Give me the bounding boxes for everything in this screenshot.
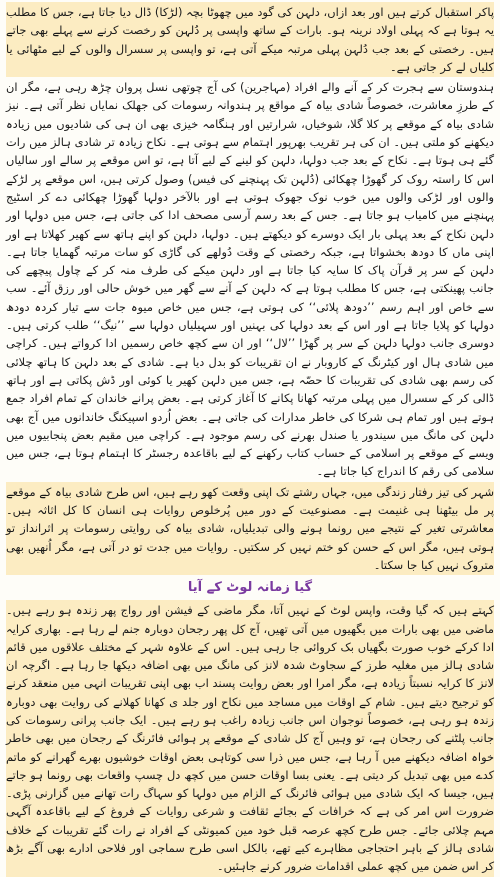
paragraph-2: ہندوستان سے ہجرت کر کے آنے والے افراد (مہاجرین) کی آج چوتھی نسل پروان چڑھ رہی ہے، مگر ان کے طرزِ معاشرت، خصوصاً شادی بیاہ کے مواقع پر ہندوانہ رسومات کی جھلک نمایاں نظر آتی ہے۔ نیز شادی بیاہ کے موقعے پر کلا گلا، شوخیاں، شرارتیں اور ہنگامہ خیزی بھی ان ہی کی شادیوں میں زیادہ دیکھنے کو ملتی ہیں۔ ان کی ہر تقریب بھرپور اہتمام سے ہوتی ہے۔ نکاح زیادہ تر شادی ہالز میں رات گئے ہی ہوتا ہے۔ نکاح کے بعد جب دولہا، دلہن کو لینے کے لیے آتا ہے، تو اس موقعے پر سالے اور سالیاں اس کا راستہ روک کر گھوڑا چھکائی (دُلہن تک پہنچنے کی فیس) وصول کرتی ہیں، اس موقعے پر لڑکے والوں اور لڑکی والوں میں خوب نوک جھوک ہوتی ہے اور بالآخر دولہا گھوڑا چھکائی دے کر اسٹیج پہنچنے میں کامیاب ہو جاتا ہے۔ جس کے بعد رسم آرسی مصحف ادا کی جاتی ہے، جس میں دولہا اور دلہن نکاح کے بعد پہلی بار ایک دوسرے کو دیکھتے ہیں۔ دولہا، دلہن کو اپنے ہاتھ سے کھیر کھلاتا ہے اور اپنی ماں کا دودھ بخشواتا ہے، جبکہ رخصتی کے وقت دُولھے کی گاڑی کو سات مرتبہ گھمایا جاتا ہے۔ دلہن کے سر پر قرآن پاک کا سایہ کیا جاتا ہے اور دلہن میکے کی طرف منہ کر کے چاول پیچھے کی جانب پھینکتی ہے، جس کا مطلب ہوتا ہے کہ دلہن کے آنے سے گھر میں خوش حالی اور رزق آئے۔ سب سے خاص اور اہم رسم ’’دودھ پلائی‘‘ کی ہوتی ہے، جس میں خاص میوہ جات سے تیار کردہ دودھ دولہا کو پلایا جاتا ہے اور اس کے بعد دولہا کی بہنیں اور سہیلیاں دولہا سے ’’نیگ‘‘ طلب کرتی ہیں۔ دوسری جانب دولہا دلہن کے سر پر گھڑا ’’لال‘‘ اور ان سے کچھ خاص رسمیں ادا کرواتے ہیں۔ کراچی میں شادی ہال اور کیٹرنگ کے کاروبار نے ان تقریبات کو بدل دیا ہے۔ شادی کے بعد دلہن کا ہاتھ چلائی کی رسم بھی شادی کی تقریبات کا حصّہ ہے، جس میں دلہن کھیر یا کوئی اور ڈش پکاتی ہے اور ہاتھ ڈالی کر کے سسرال میں پہلی مرتبہ کھانا پکانے کا آغاز کرتی ہے۔ بعض پرانے خاندان کے تمام افراد جمع ہوتے ہیں اور تمام ہی شرکا کی خاطر مدارات کی جاتی ہے۔ بعض اُردو اسپیکنگ خاندانوں میں آج بھی دلہن کی مانگ میں سیندور یا صندل بھرنے کی رسم موجود ہے۔ کراچی میں مقیم بعض پنجابیوں میں ویسے کے موقعے پر اسلامی کے حساب کتاب رکھنے کے لیے باقاعدہ رجسٹر کا اہتمام ہوتا ہے، جس میں سلامی کی رقم کا اندراج کیا جاتا ہے۔ xyxy=(6,80,494,479)
paragraph-3: شہر کی تیز رفتار زندگی میں، جہاں رشتے تک اپنی وقعت کھو رہے ہیں، اس طرح شادی بیاہ کے موقعے پر مل بیٹھنا ہی غنیمت ہے۔ مصنوعیت کے دور میں پُرخلوص روایات ہی انسان کا کل اثاثہ ہیں۔ معاشرتی تغیر کے نتیجے میں رونما ہونے والی تبدیلیاں، شادی بیاہ کی روایتی رسومات پر اثرانداز تو ہوتی ہیں، مگر اس کے حسن کو ختم نہیں کر سکتیں۔ روایات میں جدت تو در آتی ہے، مگر اُنھیں بھی متروک نہیں کیا جا سکتا۔ xyxy=(6,482,494,575)
paragraph-1: پاکر استقبال کرتے ہیں اور بعد ازاں، دلہن کی گود میں چھوٹا بچہ (لڑکا) ڈال دیا جاتا ہے، جس کا مطلب یہ ہوتا ہے کہ پہلی اولاد نرینہ ہو۔ بارات کے ساتھ واپسی پر دُلہن کو رخصت کرنے سے پہلے بھی جاتے ہیں۔ رخصتی کے بعد جب دُلہن پہلی مرتبہ میکے آتی ہے، تو واپسی پر سسرال والوں کے لیے مٹھائی یا کلیاں لے کر جاتی ہے۔ xyxy=(6,2,494,77)
section-heading: گیا زمانہ لوٹ کے آیا xyxy=(187,580,313,596)
paragraph-4: کہتے ہیں کہ گیا وقت، واپس لوٹ کے نہیں آتا، مگر ماضی کے فیشن اور رواج پھر زندہ ہو رہے ہیں۔ ماضی میں بھی بارات میں بگھیوں میں آتی تھیں، آج کل پھر رجحان دوبارہ جنم لے رہا ہے۔ بھاری کرایہ ادا کرکے خوب صورت بگھیاں بک کروائی جا رہی ہیں۔ اس کے علاوہ شہر کے مختلف علاقوں میں قائم شادی ہالز میں مغلیہ طرز کے سجاوٹ شدہ لانز کی مانگ میں بھی اضافہ دیکھا جا رہا ہے۔ اگرچہ ان لانز کا کرایہ نسبتاً زیادہ ہے، مگر امرا اور بعض روایت پسند اب بھی اپنی تقریبات انہی میں منعقد کرنے کو ترجیح دیتے ہیں۔ شام کے اوقات میں مساجد میں نکاح اور جلد ی کھانا کھلانے کی روایت بھی دوبارہ زندہ ہو رہی ہے، خصوصاً نوجوان اس جانب زیادہ راغب ہو رہے ہیں۔ ایک جانب پرانی رسومات کی جانب پلٹنے کی رجحان ہے، تو وہیں آج کل شادی کے موقعے پر ہوائی فائرنگ کے رجحان میں بھی خاطر خواہ اضافہ دیکھنے میں آ رہا ہے، جس میں ذرا سی کوتاہی بعض اوقات خوشیوں بھرے گھرانے کو ماتم کدے میں بھی تبدیل کر دیتی ہے۔ یعنی بسا اوقات حسن میں کچھ دل چسپ واقعات بھی رونما ہو جاتے ہیں، جیسا کہ ایک شادی میں ہوائی فائرنگ کے الزام میں دولہا کو سہاگ رات تھانے میں گزارنی پڑی۔ ضرورت اس امر کی ہے کہ خرافات کے بجائے ثقافت و شرعی روایات کے فروغ کے لیے باقاعدہ آگہی مہم چلائی جائے۔ جس طرح کچھ عرصہ قبل خود مین کمیونٹی کے افراد نے رات گئے تقریبات کے خلاف شادی ہالز کے باہر احتجاجی مظاہرے کیے تھے، بالکل اسی طرح سماجی اور فلاحی ادارے بھی آگے بڑھ کر اس ضمن میں کچھ عملی اقدامات ضرور کرنے جاہئیں۔ xyxy=(6,600,494,876)
